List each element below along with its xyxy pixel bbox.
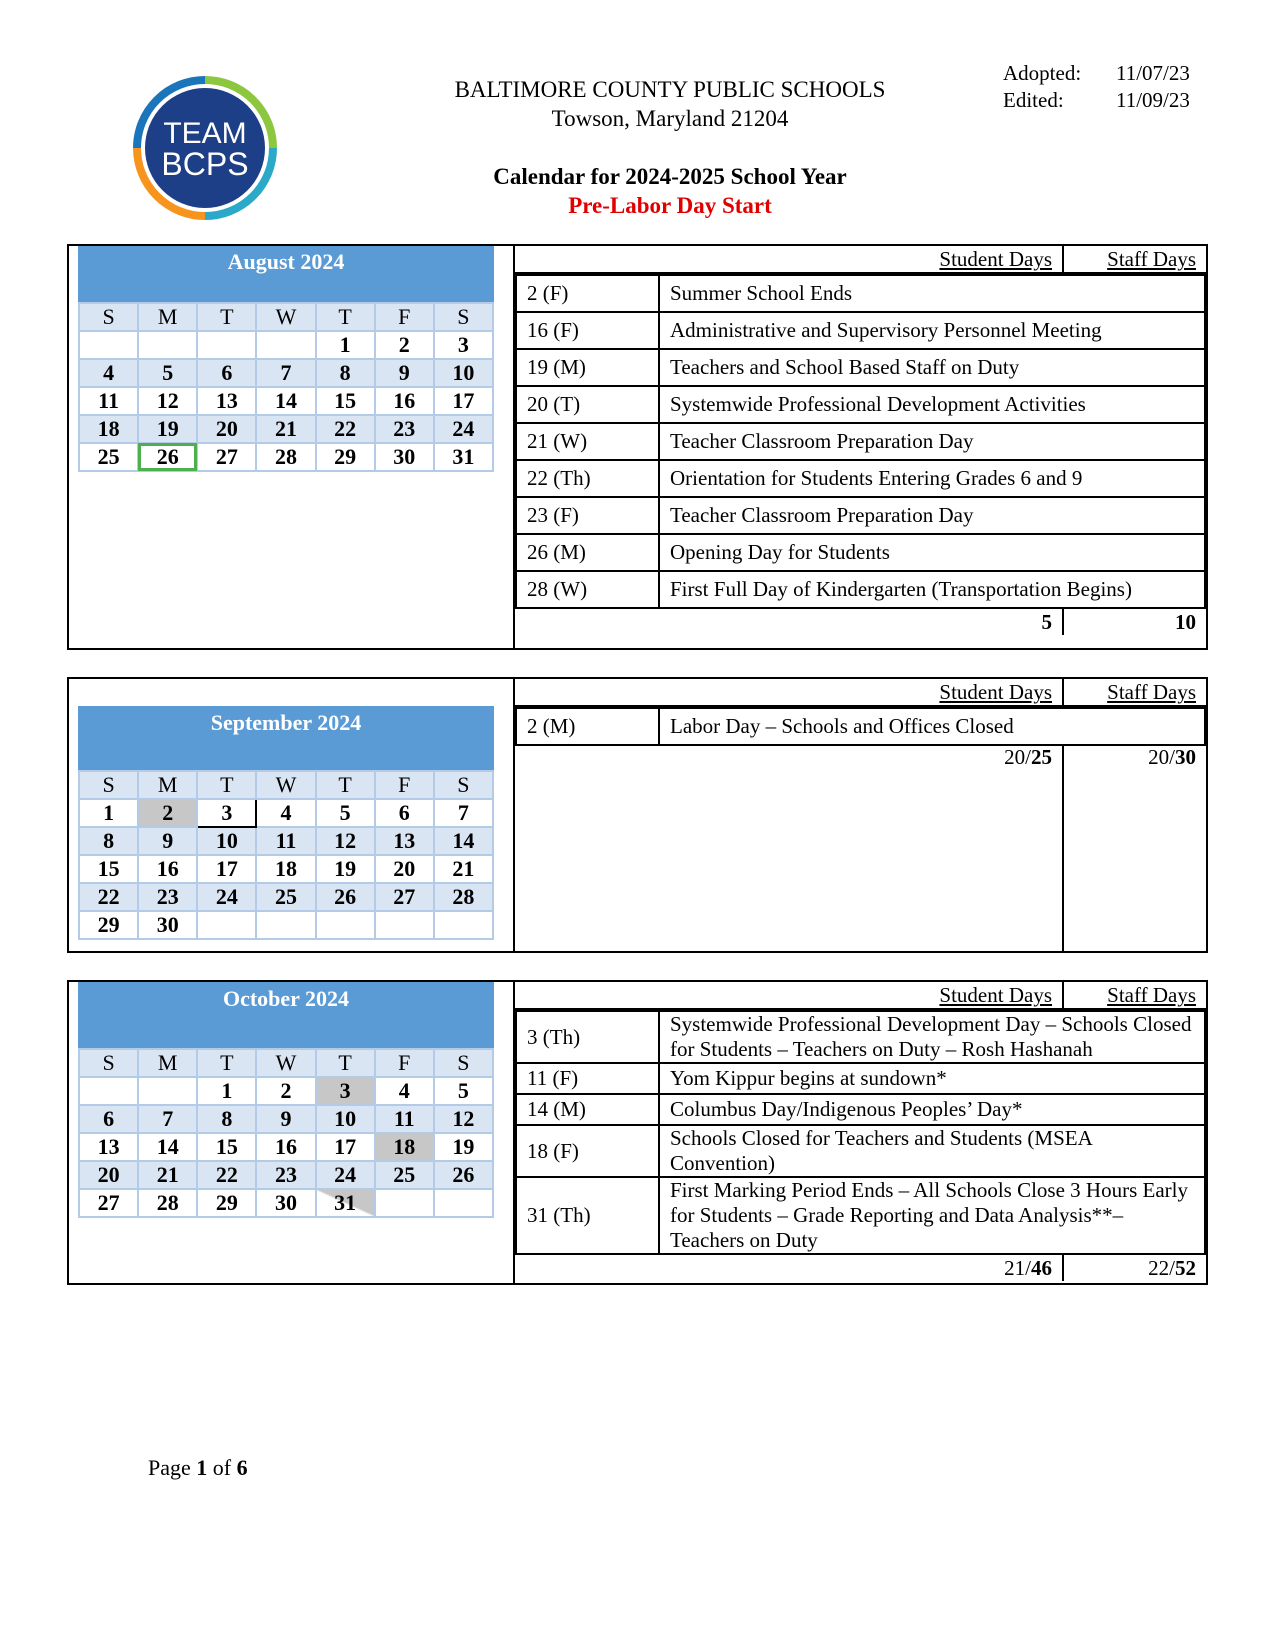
event-date: 19 (M) — [516, 349, 659, 386]
event-text: First Full Day of Kindergarten (Transportation Begins) — [659, 571, 1205, 608]
page-number: 1 — [196, 1455, 208, 1480]
event-text: Teacher Classroom Preparation Day — [659, 423, 1205, 460]
august-events — [515, 246, 1206, 635]
student-days-label: Student Days — [939, 983, 1052, 1007]
dow: M — [138, 303, 197, 331]
day-cell: 29 — [316, 443, 375, 471]
day-cell — [197, 331, 256, 359]
event-text: Summer School Ends — [659, 275, 1205, 312]
event-row — [516, 497, 1205, 534]
day-cell: 12 — [138, 387, 197, 415]
event-text: Systemwide Professional Development Activities — [659, 386, 1205, 423]
event-date: 2 (M) — [516, 708, 659, 745]
day-cell: 18 — [256, 855, 315, 883]
day-cell: 15 — [197, 1133, 256, 1161]
day-cell: 6 — [197, 359, 256, 387]
event-date: 14 (M) — [516, 1094, 659, 1125]
event-text: Schools Closed for Teachers and Students (MSEA Convention) — [659, 1125, 1205, 1177]
day-cell — [375, 1189, 434, 1217]
adopted-date: 11/07/23 — [1116, 61, 1190, 85]
day-cell: 1 — [197, 1077, 256, 1105]
staff-days-label: Staff Days — [1107, 247, 1196, 271]
closed-day-cell: 3 — [316, 1077, 375, 1105]
day-cell: 30 — [375, 443, 434, 471]
day-cell: 5 — [316, 799, 375, 827]
staff-days-month: 22 — [1148, 1256, 1170, 1280]
september-calendar — [78, 706, 494, 940]
day-cell — [197, 911, 256, 939]
days-header — [515, 246, 1206, 274]
event-text: Administrative and Supervisory Personnel Meeting — [659, 312, 1205, 349]
dow: W — [256, 1049, 315, 1077]
staff-days-cumulative: 52 — [1175, 1256, 1196, 1280]
svg-text:TEAM: TEAM — [163, 117, 247, 150]
dow: T — [197, 303, 256, 331]
adopted-label: Adopted: — [1003, 61, 1082, 85]
day-cell: 11 — [256, 827, 315, 855]
day-cell: 10 — [434, 359, 493, 387]
month-heading: September 2024 — [78, 706, 494, 770]
day-cell: 6 — [375, 799, 434, 827]
day-cell: 27 — [79, 1189, 138, 1217]
student-days-label: Student Days — [939, 680, 1052, 704]
dow: F — [375, 1049, 434, 1077]
day-cell: 14 — [138, 1133, 197, 1161]
page-footer — [148, 1455, 248, 1481]
day-cell: 24 — [434, 415, 493, 443]
event-date: 18 (F) — [516, 1125, 659, 1177]
dow: S — [434, 1049, 493, 1077]
days-totals — [515, 609, 1206, 635]
event-date: 23 (F) — [516, 497, 659, 534]
event-table — [515, 707, 1206, 746]
day-cell: 17 — [434, 387, 493, 415]
october-section — [67, 980, 1208, 1285]
day-cell: 2 — [256, 1077, 315, 1105]
day-cell — [138, 331, 197, 359]
opening-day-cell: 26 — [138, 443, 197, 471]
staff-days-cumulative: 30 — [1175, 745, 1196, 769]
event-date: 28 (W) — [516, 571, 659, 608]
day-cell: 19 — [138, 415, 197, 443]
day-cell: 16 — [375, 387, 434, 415]
student-days-month: 21 — [1004, 1256, 1026, 1280]
month-heading: August 2024 — [78, 246, 494, 302]
dow: S — [79, 303, 138, 331]
day-cell: 20 — [197, 415, 256, 443]
day-cell — [434, 1189, 493, 1217]
day-cell: 31 — [434, 443, 493, 471]
early-dismissal-cell: 31 — [316, 1189, 375, 1217]
event-row — [516, 534, 1205, 571]
dow: S — [434, 771, 493, 799]
october-calendar — [78, 982, 494, 1218]
dow: M — [138, 771, 197, 799]
dow: S — [434, 303, 493, 331]
day-cell: 5 — [138, 359, 197, 387]
day-cell: 26 — [316, 883, 375, 911]
dow: S — [79, 1049, 138, 1077]
student-days-cumulative: 46 — [1031, 1256, 1052, 1280]
day-cell: 26 — [434, 1161, 493, 1189]
days-header — [515, 679, 1206, 707]
september-events — [515, 679, 1206, 951]
event-date: 22 (Th) — [516, 460, 659, 497]
dow: T — [197, 771, 256, 799]
day-cell: 24 — [197, 883, 256, 911]
edited-label: Edited: — [1003, 88, 1064, 112]
day-cell: 25 — [79, 443, 138, 471]
event-text: Orientation for Students Entering Grades 6 and 9 — [659, 460, 1205, 497]
day-cell: 7 — [256, 359, 315, 387]
event-row — [516, 571, 1205, 608]
day-cell: 14 — [256, 387, 315, 415]
day-cell: 24 — [316, 1161, 375, 1189]
day-cell: 23 — [138, 883, 197, 911]
event-text: Yom Kippur begins at sundown* — [659, 1063, 1205, 1094]
day-cell: 21 — [256, 415, 315, 443]
dow: F — [375, 303, 434, 331]
dow: W — [256, 303, 315, 331]
staff-days-month: 20 — [1148, 745, 1170, 769]
days-totals: 20/25 20/30 — [515, 744, 1206, 951]
org-header — [400, 75, 940, 133]
calendar-subtitle: Pre-Labor Day Start — [568, 193, 772, 218]
day-cell: 10 — [197, 827, 256, 855]
day-cell: 22 — [79, 883, 138, 911]
day-cell: 6 — [79, 1105, 138, 1133]
day-cell: 25 — [375, 1161, 434, 1189]
month-heading: October 2024 — [78, 982, 494, 1048]
day-cell: 27 — [197, 443, 256, 471]
dow: T — [316, 771, 375, 799]
event-date: 26 (M) — [516, 534, 659, 571]
day-cell: 29 — [79, 911, 138, 939]
event-row — [516, 708, 1205, 745]
day-cell: 8 — [316, 359, 375, 387]
event-date: 3 (Th) — [516, 1011, 659, 1063]
of-label: of — [212, 1455, 232, 1480]
event-row — [516, 1177, 1205, 1254]
day-cell: 4 — [256, 799, 315, 827]
day-cell — [79, 1077, 138, 1105]
staff-days-total: 10 — [1175, 610, 1196, 634]
event-row — [516, 386, 1205, 423]
page-total: 6 — [236, 1455, 248, 1480]
student-days-month: 20 — [1004, 745, 1026, 769]
page-label: Page — [148, 1455, 191, 1480]
event-row — [516, 423, 1205, 460]
day-cell: 21 — [434, 855, 493, 883]
day-cell: 19 — [434, 1133, 493, 1161]
staff-days-label: Staff Days — [1107, 680, 1196, 704]
day-cell: 13 — [197, 387, 256, 415]
day-cell: 4 — [375, 1077, 434, 1105]
day-cell — [375, 911, 434, 939]
event-row — [516, 460, 1205, 497]
event-row — [516, 312, 1205, 349]
october-grid — [78, 1048, 494, 1218]
day-cell — [316, 911, 375, 939]
event-text: Labor Day – Schools and Offices Closed — [659, 708, 1205, 745]
org-name: BALTIMORE COUNTY PUBLIC SCHOOLS — [454, 77, 886, 102]
closed-day-cell: 2 — [138, 799, 197, 827]
event-table — [515, 274, 1206, 609]
day-cell: 20 — [79, 1161, 138, 1189]
day-cell: 9 — [138, 827, 197, 855]
days-header — [515, 982, 1206, 1010]
event-text: Systemwide Professional Development Day – Schools Closed for Students – Teachers on Duty – Rosh Hashanah — [659, 1011, 1205, 1063]
team-bcps-logo — [132, 75, 278, 221]
event-date: 16 (F) — [516, 312, 659, 349]
calendar-title-block — [400, 162, 940, 220]
event-date: 20 (T) — [516, 386, 659, 423]
closed-day-cell: 18 — [375, 1133, 434, 1161]
october-events — [515, 982, 1206, 1281]
day-cell — [256, 331, 315, 359]
student-days-total: 5 — [1041, 610, 1052, 634]
event-date: 31 (Th) — [516, 1177, 659, 1254]
day-cell: 11 — [375, 1105, 434, 1133]
day-cell: 8 — [79, 827, 138, 855]
dow: W — [256, 771, 315, 799]
student-days-label: Student Days — [939, 247, 1052, 271]
adoption-info — [1003, 60, 1190, 114]
event-row — [516, 349, 1205, 386]
september-grid — [78, 770, 494, 940]
day-cell: 20 — [375, 855, 434, 883]
edited-date: 11/09/23 — [1116, 88, 1190, 112]
day-cell: 3 — [434, 331, 493, 359]
day-cell: 19 — [316, 855, 375, 883]
day-cell: 8 — [197, 1105, 256, 1133]
dow: T — [197, 1049, 256, 1077]
day-cell: 30 — [256, 1189, 315, 1217]
day-cell: 9 — [256, 1105, 315, 1133]
day-cell: 3 — [197, 799, 256, 827]
day-cell: 4 — [79, 359, 138, 387]
day-cell: 7 — [138, 1105, 197, 1133]
day-cell: 15 — [316, 387, 375, 415]
day-cell: 16 — [256, 1133, 315, 1161]
day-cell: 10 — [316, 1105, 375, 1133]
student-days-cumulative: 25 — [1031, 745, 1052, 769]
day-cell: 25 — [256, 883, 315, 911]
day-cell: 1 — [316, 331, 375, 359]
calendar-title: Calendar for 2024-2025 School Year — [493, 164, 847, 189]
day-cell: 7 — [434, 799, 493, 827]
day-cell: 22 — [316, 415, 375, 443]
event-date: 21 (W) — [516, 423, 659, 460]
staff-days-label: Staff Days — [1107, 983, 1196, 1007]
day-cell: 21 — [138, 1161, 197, 1189]
day-cell — [138, 1077, 197, 1105]
day-cell: 13 — [375, 827, 434, 855]
day-cell: 16 — [138, 855, 197, 883]
org-address: Towson, Maryland 21204 — [551, 106, 789, 131]
august-calendar — [78, 246, 494, 472]
svg-text:BCPS: BCPS — [161, 146, 249, 182]
day-cell — [256, 911, 315, 939]
day-cell: 29 — [197, 1189, 256, 1217]
day-cell: 1 — [79, 799, 138, 827]
dow: T — [316, 303, 375, 331]
day-cell: 28 — [434, 883, 493, 911]
event-table — [515, 1010, 1206, 1255]
september-section — [67, 677, 1208, 953]
event-text: Opening Day for Students — [659, 534, 1205, 571]
day-cell: 23 — [375, 415, 434, 443]
day-cell: 12 — [316, 827, 375, 855]
dow: M — [138, 1049, 197, 1077]
day-cell: 17 — [197, 855, 256, 883]
day-cell: 12 — [434, 1105, 493, 1133]
event-date: 2 (F) — [516, 275, 659, 312]
day-cell: 18 — [79, 415, 138, 443]
day-cell — [79, 331, 138, 359]
day-cell: 14 — [434, 827, 493, 855]
day-cell: 17 — [316, 1133, 375, 1161]
day-cell: 9 — [375, 359, 434, 387]
day-cell: 13 — [79, 1133, 138, 1161]
day-cell: 11 — [79, 387, 138, 415]
day-cell: 2 — [375, 331, 434, 359]
event-text: Teachers and School Based Staff on Duty — [659, 349, 1205, 386]
event-text: First Marking Period Ends – All Schools Close 3 Hours Early for Students – Grade Reporting and Data Analysis**– Teachers on Duty — [659, 1177, 1205, 1254]
days-totals: 21/46 22/52 — [515, 1255, 1206, 1281]
august-grid — [78, 302, 494, 472]
dow: T — [316, 1049, 375, 1077]
day-cell: 30 — [138, 911, 197, 939]
event-row — [516, 1125, 1205, 1177]
day-cell: 28 — [138, 1189, 197, 1217]
day-cell: 15 — [79, 855, 138, 883]
day-cell: 5 — [434, 1077, 493, 1105]
event-date: 11 (F) — [516, 1063, 659, 1094]
event-row — [516, 1063, 1205, 1094]
day-cell: 22 — [197, 1161, 256, 1189]
day-cell: 28 — [256, 443, 315, 471]
event-row — [516, 1011, 1205, 1063]
event-text: Teacher Classroom Preparation Day — [659, 497, 1205, 534]
day-cell — [434, 911, 493, 939]
day-cell: 27 — [375, 883, 434, 911]
event-row — [516, 275, 1205, 312]
event-row — [516, 1094, 1205, 1125]
event-text: Columbus Day/Indigenous Peoples’ Day* — [659, 1094, 1205, 1125]
day-cell: 23 — [256, 1161, 315, 1189]
dow: S — [79, 771, 138, 799]
dow: F — [375, 771, 434, 799]
august-section — [67, 244, 1208, 650]
